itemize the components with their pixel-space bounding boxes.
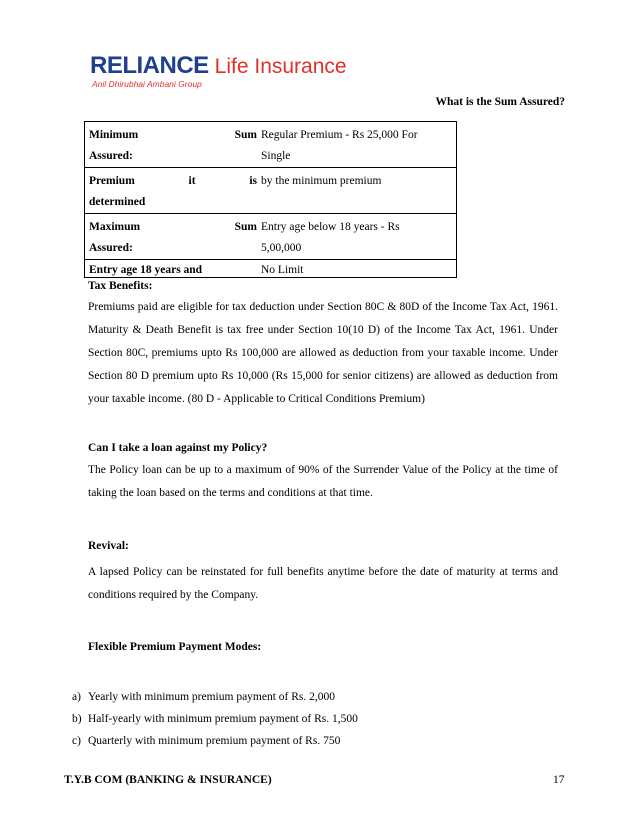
table-cell-value: Regular Premium - Rs 25,000 For Single <box>257 122 457 168</box>
tax-benefits-title: Tax Benefits: <box>88 280 153 292</box>
logo-brand: RELIANCE <box>90 52 209 79</box>
logo-group: Anil Dhirubhai Ambani Group <box>92 79 202 89</box>
loan-body: The Policy loan can be up to a maximum of 90% of the Surrender Value of the Policy at the time of taking the loan based on the terms and conditions at that time. <box>88 464 558 499</box>
sum-assured-table <box>84 121 457 278</box>
payment-modes-list <box>72 686 358 752</box>
table-cell-label: Entry age 18 years and <box>85 260 258 278</box>
table-row <box>85 122 457 168</box>
revival-title: Revival: <box>88 540 129 552</box>
question-heading: What is the Sum Assured? <box>435 96 565 108</box>
loan-title: Can I take a loan against my Policy? <box>88 442 268 454</box>
table-row <box>85 168 457 214</box>
logo-product: Life Insurance <box>214 55 347 78</box>
company-logo <box>90 52 390 92</box>
list-item: a) Yearly with minimum premium payment of Rs. 2,000 <box>72 691 336 703</box>
table-cell-value: No Limit <box>257 260 457 278</box>
table-row <box>85 260 457 278</box>
table-row <box>85 214 457 260</box>
revival-body: A lapsed Policy can be reinstated for full benefits anytime before the date of maturity at terms and conditions required by the Company. <box>88 566 558 601</box>
list-item: c) Quarterly with minimum premium payment of Rs. 750 <box>72 735 341 747</box>
payment-modes-title: Flexible Premium Payment Modes: <box>88 641 262 653</box>
page-number: 17 <box>553 774 565 786</box>
logo-wordmark <box>90 52 347 80</box>
tax-benefits-body: Premiums paid are eligible for tax deduction under Section 80C & 80D of the Income Tax Act, 1961. Maturity & Death Benefit is tax free under Section 10(10 D) of the Income Tax Act, 1961. Under Section 80C, premiums upto Rs 100,000 are allowed as deduction from your taxable income. Under Section 80 D premium upto Rs 10,000 (Rs 15,000 for senior citizens) are allowed as deduction from your taxable income. (80 D - Applicable to Critical Conditions Premium) <box>88 301 558 405</box>
table-cell-value: Entry age below 18 years - Rs 5,00,000 <box>257 214 457 260</box>
table-cell-label: Maximum Sum Assured: <box>85 214 258 260</box>
table-cell-label: Minimum Sum Assured: <box>85 122 258 168</box>
table-cell-value: by the minimum premium <box>257 168 457 214</box>
table-cell-label: Premium it is determined <box>85 168 258 214</box>
footer-course: T.Y.B COM (BANKING & INSURANCE) <box>64 774 272 786</box>
list-item: b) Half-yearly with minimum premium payment of Rs. 1,500 <box>72 713 358 725</box>
